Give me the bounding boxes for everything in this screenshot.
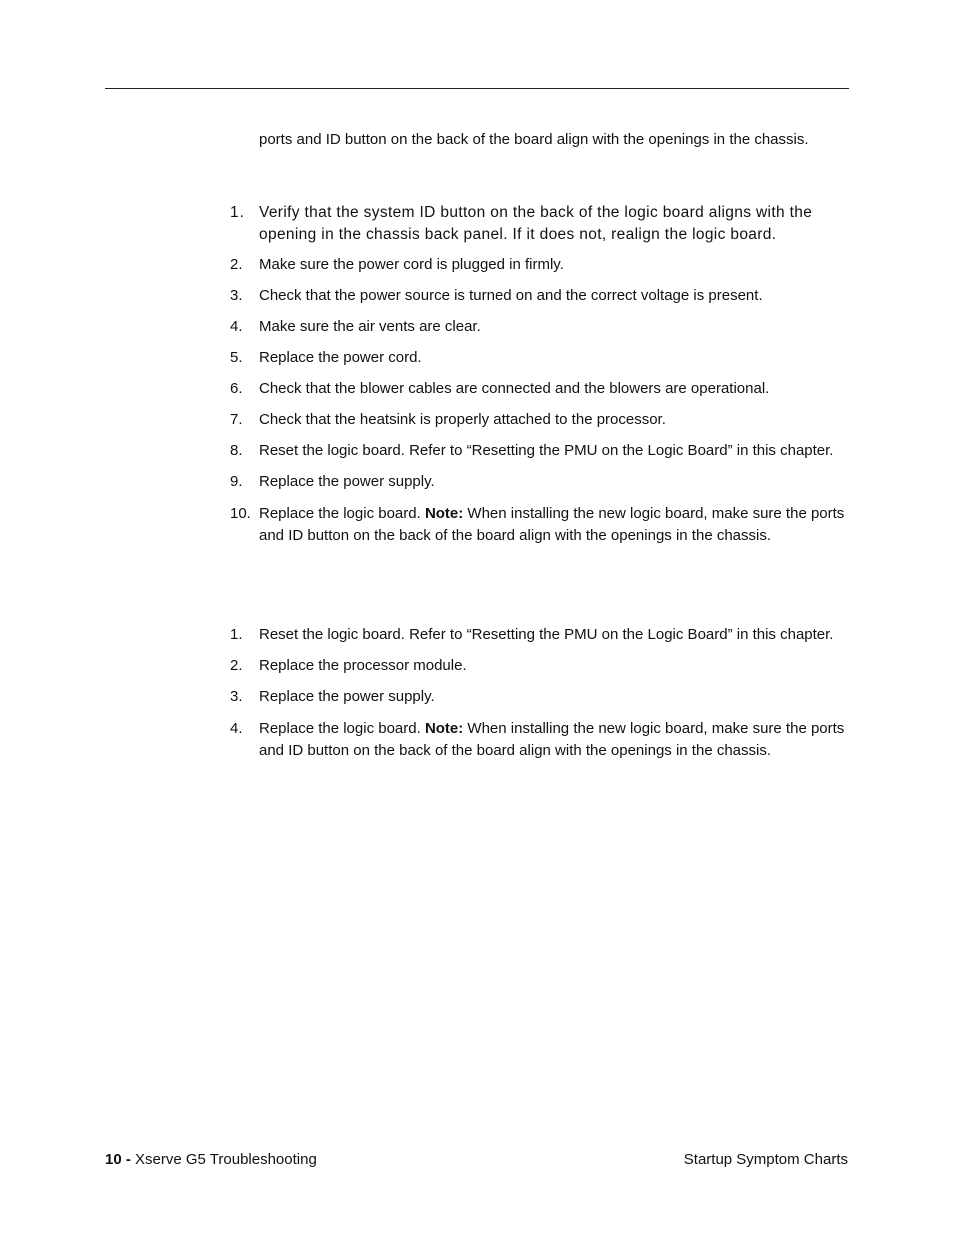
list-item-text: Check that the blower cables are connected and the blowers are operational. bbox=[259, 380, 770, 397]
list-item-number: 1. bbox=[230, 204, 245, 221]
list-item-text: Reset the logic board. Refer to “Resetting the PMU on the Logic Board” in this chapter. bbox=[259, 626, 834, 643]
list-item-text-before: Replace the logic board. bbox=[259, 720, 425, 737]
header-rule bbox=[105, 88, 849, 89]
list-item bbox=[0, 718, 954, 762]
section-title: Startup Symptom Charts bbox=[683, 1151, 848, 1168]
list-item-number: 1. bbox=[230, 626, 243, 643]
list-item bbox=[0, 254, 954, 276]
list-item bbox=[0, 471, 954, 493]
list-item-text: Check that the power source is turned on and the correct voltage is present. bbox=[259, 287, 763, 304]
list-item-number: 4. bbox=[230, 720, 243, 737]
list-item-number: 9. bbox=[230, 473, 243, 490]
list-item-number: 3. bbox=[230, 688, 243, 705]
list-item-text: Replace the power supply. bbox=[259, 473, 435, 490]
list-item-text: Verify that the system ID button on the back of the logic board aligns with the opening in the chassis back panel. If it does not, realign the logic board. bbox=[259, 204, 813, 243]
list-item bbox=[0, 285, 954, 307]
list-item-text: Make sure the power cord is plugged in firmly. bbox=[259, 256, 564, 273]
continued-paragraph: ports and ID button on the back of the board align with the openings in the chassis. bbox=[259, 131, 809, 148]
list-item-number: 6. bbox=[230, 380, 243, 397]
list-item bbox=[0, 655, 954, 677]
note-label: Note: bbox=[424, 720, 464, 737]
list-item-text-after: When installing the new logic board, make sure the ports and ID button on the back of the board align with the openings in the chassis. bbox=[259, 720, 845, 759]
list-item-number: 10. bbox=[230, 505, 251, 522]
list-item-text: Make sure the air vents are clear. bbox=[259, 318, 481, 335]
list-item-number: 4. bbox=[230, 318, 243, 335]
list-item-number: 2. bbox=[230, 256, 243, 273]
list-item bbox=[0, 202, 954, 246]
list-item-number: 5. bbox=[230, 349, 243, 366]
list-item-text-before: Replace the logic board. bbox=[259, 505, 425, 522]
note-label: Note: bbox=[424, 505, 464, 522]
document-title: Xserve G5 Troubleshooting bbox=[135, 1151, 317, 1168]
list-item bbox=[0, 440, 954, 462]
footer-left bbox=[105, 1150, 317, 1170]
list-item bbox=[0, 624, 954, 646]
list-item bbox=[0, 503, 954, 547]
list-item-text: Reset the logic board. Refer to “Resetting the PMU on the Logic Board” in this chapter. bbox=[259, 442, 834, 459]
list-item bbox=[0, 686, 954, 708]
list-item-text-after: When installing the new logic board, make sure the ports and ID button on the back of the board align with the openings in the chassis. bbox=[259, 505, 845, 544]
page-number: 10 - bbox=[105, 1151, 131, 1168]
list-item-text: Replace the power supply. bbox=[259, 688, 435, 705]
list-item-number: 3. bbox=[230, 287, 243, 304]
list-item-text bbox=[259, 503, 849, 547]
list-item bbox=[0, 316, 954, 338]
list-item-text: Replace the processor module. bbox=[259, 657, 467, 674]
list-item-number: 2. bbox=[230, 657, 243, 674]
troubleshooting-list-1 bbox=[0, 202, 954, 547]
list-item-text: Check that the heatsink is properly attached to the processor. bbox=[259, 411, 666, 428]
list-item bbox=[0, 378, 954, 400]
list-item bbox=[0, 347, 954, 369]
list-item-text: Replace the power cord. bbox=[259, 349, 422, 366]
list-item bbox=[0, 409, 954, 431]
list-item-text bbox=[259, 718, 849, 762]
troubleshooting-list-2 bbox=[0, 624, 954, 762]
list-item-number: 7. bbox=[230, 411, 243, 428]
list-item-number: 8. bbox=[230, 442, 243, 459]
